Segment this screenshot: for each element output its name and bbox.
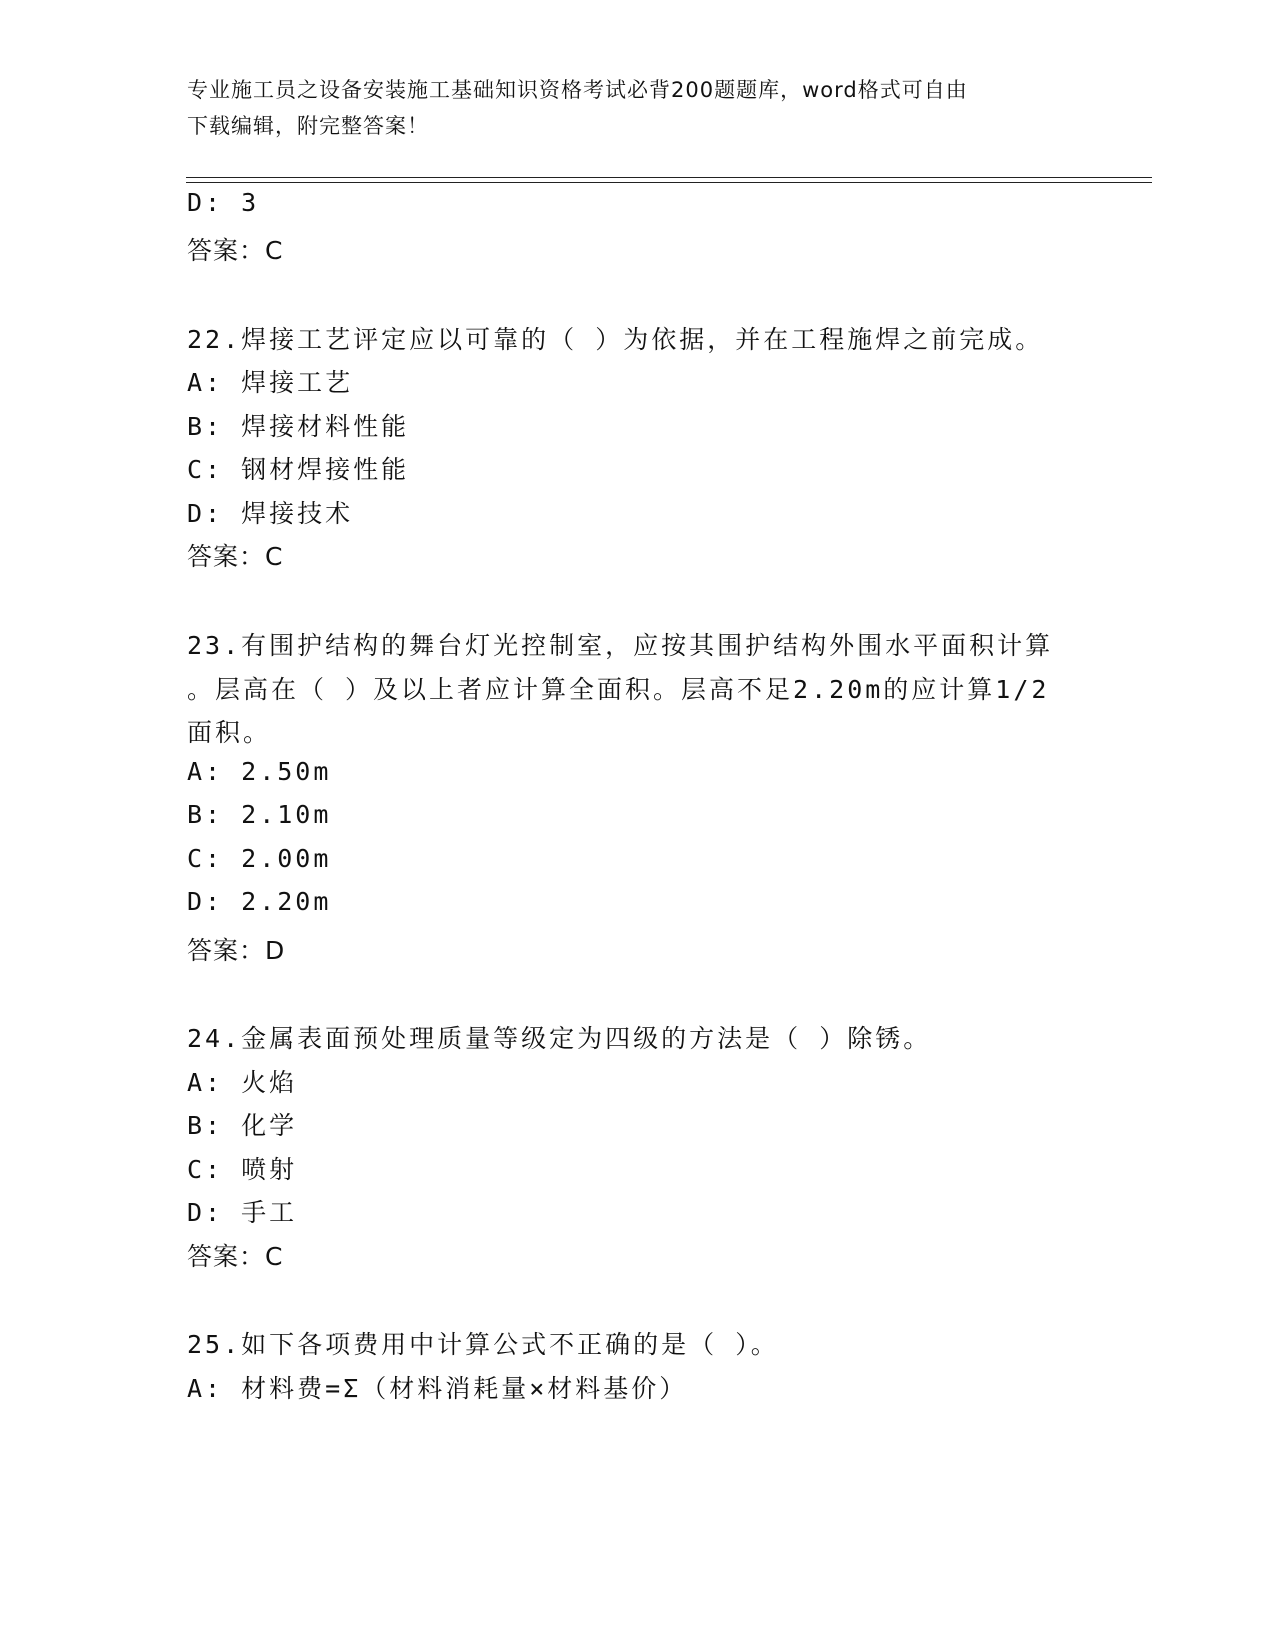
- q22-option-c: C: 钢材焊接性能: [187, 455, 410, 484]
- q22-option-d: D: 焊接技术: [187, 499, 354, 528]
- q23-answer: 答案：D: [187, 936, 286, 965]
- q21-option-d: D: 3: [187, 188, 260, 217]
- header-title-line-1: 专业施工员之设备安装施工基础知识资格考试必背200题题库，word格式可自由: [187, 78, 968, 102]
- q25-option-a: A: 材料费=Σ（材料消耗量×材料基价）: [187, 1374, 688, 1403]
- q22-stem: 22.焊接工艺评定应以可靠的（ ）为依据，并在工程施焊之前完成。: [187, 325, 1044, 354]
- q23-option-a: A: 2.50m: [187, 757, 332, 786]
- q23-stem-line-2: 。层高在（ ）及以上者应计算全面积。层高不足2.20m的应计算1/2: [187, 675, 1050, 704]
- q24-option-c: C: 喷射: [187, 1155, 298, 1184]
- q24-stem: 24.金属表面预处理质量等级定为四级的方法是（ ）除锈。: [187, 1024, 932, 1053]
- q23-option-d: D: 2.20m: [187, 887, 332, 916]
- q22-answer: 答案：C: [187, 542, 284, 571]
- q22-option-b: B: 焊接材料性能: [187, 412, 410, 441]
- header-title-line-2: 下载编辑，附完整答案！: [187, 114, 429, 138]
- q24-option-b: B: 化学: [187, 1111, 298, 1140]
- q23-option-c: C: 2.00m: [187, 844, 332, 873]
- q22-option-a: A: 焊接工艺: [187, 368, 354, 397]
- q23-option-b: B: 2.10m: [187, 800, 332, 829]
- q24-option-a: A: 火焰: [187, 1068, 298, 1097]
- q25-stem: 25.如下各项费用中计算公式不正确的是（ ）。: [187, 1330, 779, 1359]
- q24-answer: 答案：C: [187, 1242, 284, 1271]
- q21-answer: 答案：C: [187, 236, 284, 265]
- q24-option-d: D: 手工: [187, 1198, 298, 1227]
- q23-stem-line-3: 面积。: [187, 718, 272, 747]
- q23-stem-line-1: 23.有围护结构的舞台灯光控制室，应按其围护结构外围水平面积计算: [187, 631, 1054, 660]
